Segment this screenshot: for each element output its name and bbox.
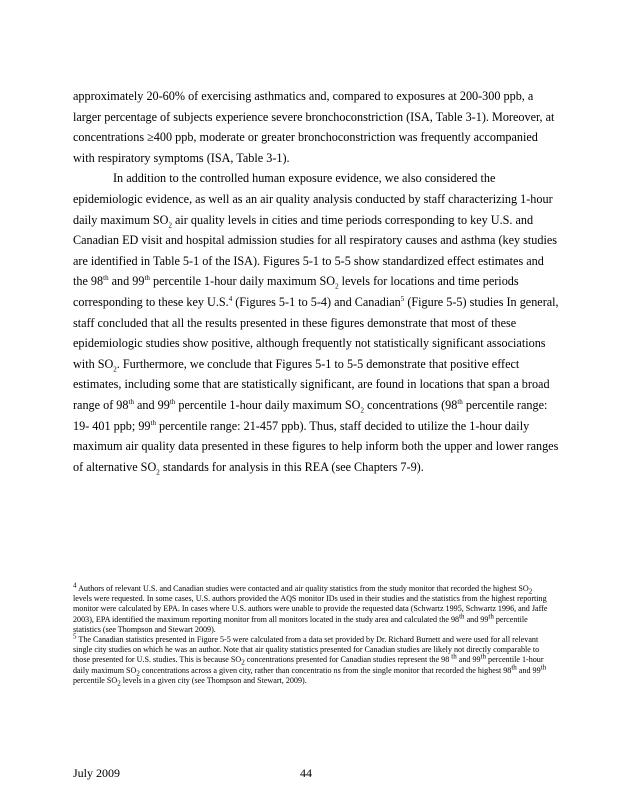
p2-sub-11: 2 [156, 468, 160, 477]
fn5-part-4: percentile 1-hour daily maximum SO [73, 655, 544, 675]
fn5-part-7: percentile SO [73, 675, 118, 685]
p2-sub-4: 2 [335, 282, 339, 291]
fn5-part-2: concentrations presented for Canadian studies represent the 98 [244, 655, 452, 665]
fn5-part-6: and 99 [516, 665, 541, 675]
footnote-4 [73, 581, 551, 635]
p1-part-1: approximately 20-60% of exercising asthmatics [73, 89, 306, 103]
p2-part-10: percentile 1-hour daily maximum SO [175, 397, 361, 412]
footnote-ref-5[interactable]: 5 [400, 294, 405, 303]
p2-sub-1: 2 [168, 221, 172, 229]
fn4-part-1: Authors of relevant U.S. and Canadian studies were contacted and air quality statistics from the study monitor that recorded the highest SO [76, 584, 529, 593]
paragraph-2 [73, 168, 561, 477]
p2-sub-5: 2 [113, 365, 117, 374]
fn5-sub-1: 2 [241, 659, 245, 668]
p2-sub-8: 2 [360, 406, 364, 415]
fn5-sup-3: th [480, 652, 487, 661]
footnote-4-mark: 4 [73, 581, 77, 590]
fn4-part-3: and 99 [464, 614, 489, 624]
fn5-sub-7: 2 [117, 679, 121, 688]
p2-sup-3: th [144, 274, 150, 283]
fn4-sup-2: th [459, 611, 465, 620]
paragraph-1 [73, 86, 561, 168]
fn4-part-2: levels were requested. In some cases, U.S. authors provided the AQS monitor IDs used in their studies and the statistics from the highest reporting monitor were calculated by EPA. In cases where U.S. authors were unable to provide the requested data (Schwartz 1995, Schwartz 1996, and Jaffe 2003), EPA identified the maximum reporting monitor from all monitors located in the study area and calculated the 98 [73, 594, 548, 624]
fn5-part-5: concentrations across a given city, rather than concentratio ns from the single monitor that recorded the highest 98 [139, 665, 512, 675]
fn5-sup-2: th [451, 652, 457, 661]
p2-part-1: In addition to the controlled human exposure evidence, we also considered the epidemiologic evidence, as well as an air quality analysis conducted by staff characterizing 1-hour daily maximum SO [73, 171, 553, 227]
p2-part-2: air quality levels in cities and time periods corresponding to key U.S. and Canadian ED visit and hospital admission studies for all respiratory causes and asthma (key studies are identified in Table 5-1 of the ISA). Figures 5-1 to 5-5 show standardized effect estimates and the 98 [73, 212, 558, 289]
footnote-5 [73, 632, 551, 688]
fn5-part-3: and 99 [456, 655, 481, 665]
fn4-part-4: percentile statistics (see Thompson and Stewart 2009). [73, 614, 528, 634]
fn5-sup-5: th [511, 662, 517, 671]
p2-part-7: (Figure 5-5) studies In general, staff concluded that all the results presented in these figures demonstrate that most of these epidemiologic studies show positive, although frequently not statistically significant associations with SO [73, 294, 559, 371]
fn5-part-1: The Canadian statistics presented in Figure 5-5 were calculated from a data set provided by Dr. Richard Burnett and were used for all relevant single city studies on which he was an author. Note that air quality statistics presented for Canadian studies are likely not directly comparable to those presented for U.S. studies. This is because SO [73, 635, 540, 665]
p2-part-8: . Furthermore, we conclude that Figures 5-1 to 5-5 demonstrate that positive effect estimates, including some that are statistically significant, are found in locations that span a broad range of 98 [73, 356, 550, 412]
footnote-5-mark: 5 [73, 632, 77, 641]
p2-part-12: percentile range: 19- 401 ppb; 99 [73, 397, 548, 433]
p2-part-3: and 99 [108, 274, 145, 289]
body-text [73, 86, 561, 477]
p2-part-6: (Figures 5-1 to 5-4) and Canadian [232, 294, 401, 309]
p2-part-4: percentile 1-hour daily maximum SO [149, 274, 336, 289]
p2-sup-10: th [150, 418, 156, 427]
p2-part-11: concentrations (98 [363, 397, 458, 412]
footnotes [73, 581, 551, 688]
p2-part-9: and 99 [133, 397, 170, 412]
p2-part-14: standards for analysis in this REA (see Chapters 7-9). [159, 459, 424, 474]
fn5-sup-6: th [540, 662, 547, 671]
p2-part-5: levels for locations and time periods corresponding to these key U.S. [73, 274, 519, 309]
fn5-sub-4: 2 [136, 669, 140, 678]
fn4-sup-3: th [488, 611, 494, 620]
fn5-part-8: levels in a given city (see Thompson and Stewart, 2009). [120, 675, 307, 685]
p2-sup-6: th [128, 397, 134, 406]
page-number: 44 [300, 766, 312, 780]
p2-sup-2: th [103, 274, 109, 283]
footer-date: July 2009 [73, 766, 121, 780]
p2-part-13: percentile range: 21-457 ppb). Thus, staff decided to utilize the 1-hour daily maximum air quality data presented in these figures to help inform both the upper and lower ranges of alternative SO [73, 418, 559, 474]
fn4-sub-1: 2 [528, 587, 533, 596]
footnote-ref-4[interactable]: 4 [228, 294, 233, 303]
p2-sup-7: th [169, 397, 176, 406]
p1-part-2: and, compared to exposures at 200-300 ppb, a larger percentage of subjects experience severe bronchoconstriction (ISA, Table 3-1). Moreover, at concentrations ≥400 ppb, moderate or greater bronchoconstriction was frequently accompanied with respiratory symptoms (ISA, Table 3-1). [73, 89, 555, 165]
p2-sup-9: th [457, 397, 463, 406]
